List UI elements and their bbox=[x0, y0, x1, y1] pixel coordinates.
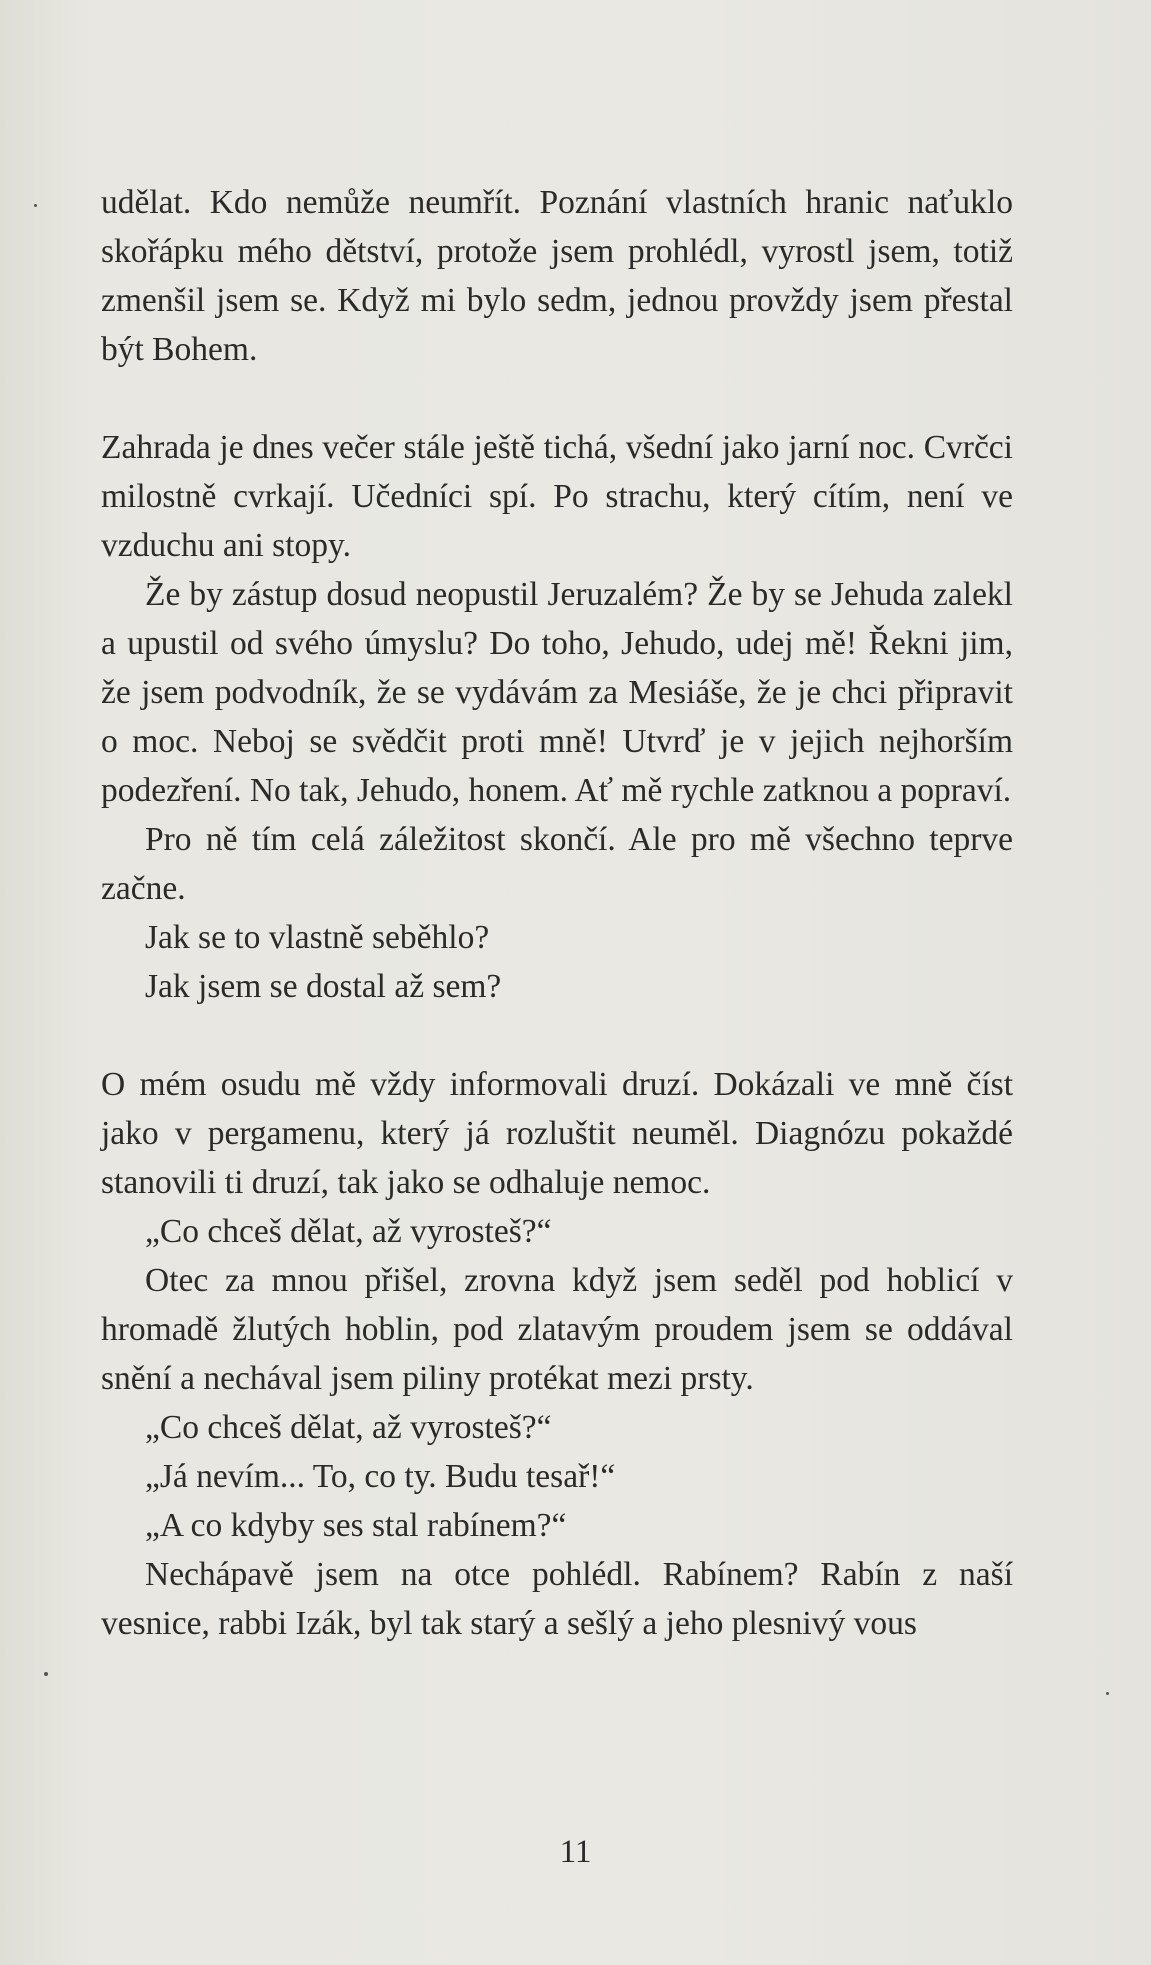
paper-speck bbox=[34, 204, 37, 207]
paragraph: Zahrada je dnes večer stále ještě tichá, všední jako jarní noc. Cvrčci milostně cvrkají. Učedníci spí. Po strachu, který cítím, není ve vzduchu ani stopy. bbox=[101, 429, 1013, 564]
text-section-2 bbox=[101, 423, 1013, 1011]
text-section-3 bbox=[101, 1060, 1013, 1648]
page-number: 11 bbox=[559, 1834, 592, 1870]
dialogue-line: „Co chceš dělat, až vyrosteš?“ bbox=[145, 1213, 552, 1250]
paper-speck bbox=[44, 1672, 48, 1676]
dialogue-line: „Já nevím... To, co ty. Budu tesař!“ bbox=[145, 1458, 616, 1495]
paragraph: Pro ně tím celá záležitost skončí. Ale pro mě všechno teprve začne. bbox=[101, 821, 1013, 907]
paragraph: Nechápavě jsem na otce pohlédl. Rabínem? Rabín z naší vesnice, rabbi Izák, byl tak starý a sešlý a jeho plesnivý vous bbox=[101, 1556, 1013, 1642]
text-section-1 bbox=[101, 178, 1013, 374]
paragraph: udělat. Kdo nemůže neumřít. Poznání vlastních hranic naťuklo skořápku mého dětství, protože jsem prohlédl, vyrostl jsem, totiž zmenšil jsem se. Když mi bylo sedm, jednou provždy jsem přestal být Bohem. bbox=[101, 184, 1013, 368]
paper-speck bbox=[1106, 1692, 1109, 1695]
page-body bbox=[101, 178, 1013, 1648]
paragraph: Jak se to vlastně seběhlo? bbox=[145, 919, 490, 956]
paragraph: O mém osudu mě vždy informovali druzí. Dokázali ve mně číst jako v pergamenu, který já rozluštit neuměl. Diagnózu pokaždé stanovili ti druzí, tak jako se odhaluje nemoc. bbox=[101, 1066, 1013, 1201]
paragraph: Že by zástup dosud neopustil Jeruzalém? Že by se Jehuda zalekl a upustil od svého úmyslu? Do toho, Jehudo, udej mě! Řekni jim, že jsem podvodník, že se vydávám za Mesiáše, že je chci připravit o moc. Neboj se svědčit proti mně! Utvrď je v jejich nejhorším podezření. No tak, Jehudo, honem. Ať mě rychle zatknou a popraví. bbox=[101, 576, 1013, 809]
paragraph: Jak jsem se dostal až sem? bbox=[145, 968, 502, 1005]
paragraph: Otec za mnou přišel, zrovna když jsem seděl pod hoblicí v hromadě žlutých hoblin, pod zlatavým proudem jsem se oddával snění a nechával jsem piliny protékat mezi prsty. bbox=[101, 1262, 1013, 1397]
dialogue-line: „Co chceš dělat, až vyrosteš?“ bbox=[145, 1409, 552, 1446]
dialogue-line: „A co kdyby ses stal rabínem?“ bbox=[145, 1507, 567, 1544]
